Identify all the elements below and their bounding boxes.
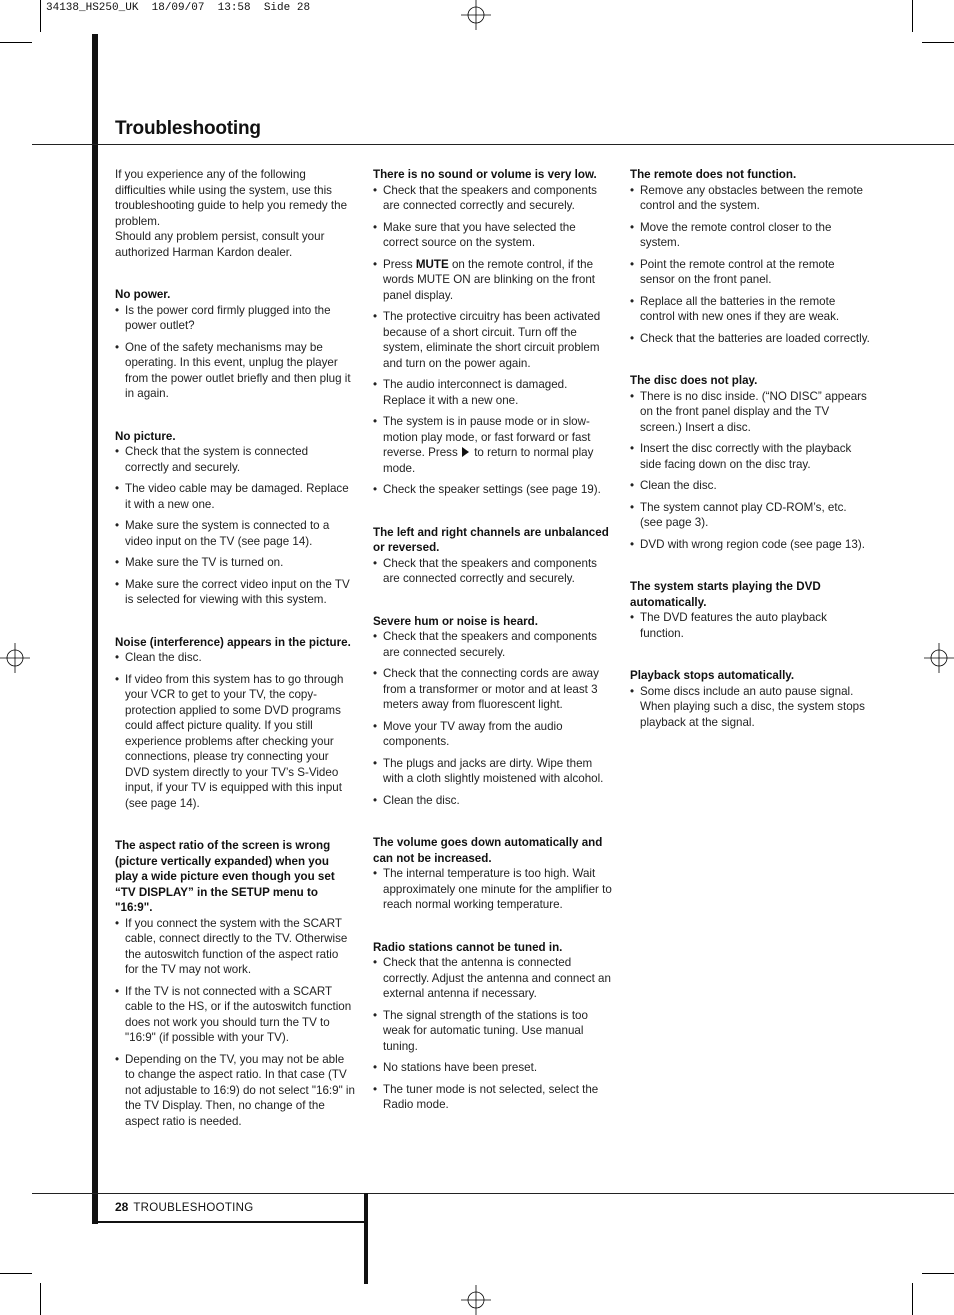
remedy-item: • Clean the disc. [630, 478, 870, 494]
crop-mark [0, 1273, 32, 1274]
column-2 [373, 167, 613, 1113]
mute-key-label: MUTE [415, 257, 449, 271]
remedy-item: • Remove any obstacles between the remote control and the system. [630, 183, 870, 214]
remedy-item: • The tuner mode is not selected, select the Radio mode. [373, 1082, 613, 1113]
remedy-item: • Check that the antenna is connected correctly. Adjust the antenna and connect an external antenna if necessary. [373, 955, 613, 1002]
remedy-text: The system is in pause mode or in slow-motion play mode, or fast forward or fast reverse. Press [383, 415, 591, 459]
remedy-list [373, 183, 613, 498]
page-spine-bar [92, 34, 98, 1224]
remedy-list [373, 629, 613, 808]
remedy-list [115, 444, 355, 608]
section-heading: No picture. [115, 429, 176, 443]
troubleshooting-section [630, 373, 870, 552]
troubleshooting-section [115, 429, 355, 608]
crop-mark [0, 42, 32, 43]
page-title: Troubleshooting [115, 118, 261, 139]
remedy-item: • Check the speaker settings (see page 19). [373, 482, 613, 498]
remedy-item: • The protective circuitry has been activated because of a short circuit. Turn off the system, eliminate the short circuit problem and turn on the power again. [373, 309, 613, 371]
remedy-item: • One of the safety mechanisms may be operating. In this event, unplug the player from the power outlet briefly and then plug it in again. [115, 340, 355, 402]
remedy-text: on the remote control, if the words MUTE ON are blinking on the front panel display. [383, 257, 595, 302]
remedy-item: • Is the power cord firmly plugged into the power outlet? [115, 303, 355, 334]
troubleshooting-section [630, 579, 870, 641]
remedy-list [630, 389, 870, 553]
crop-mark [922, 42, 954, 43]
remedy-item: • Some discs include an auto pause signal. When playing such a disc, the system stops playback at the signal. [630, 684, 870, 731]
remedy-item: • Check that the connecting cords are away from a transformer or motor and at least 3 meters away from fluorescent light. [373, 666, 613, 713]
troubleshooting-section [373, 940, 613, 1113]
section-heading: The system starts playing the DVD automatically. [630, 580, 821, 609]
remedy-item: • The video cable may be damaged. Replace it with a new one. [115, 481, 355, 512]
section-heading: Playback stops automatically. [630, 669, 795, 682]
remedy-list [115, 916, 355, 1130]
troubleshooting-section [115, 635, 355, 812]
remedy-item: • Make sure the system is connected to a video input on the TV (see page 14). [115, 518, 355, 549]
remedy-list [630, 684, 870, 731]
remedy-item [373, 414, 613, 476]
crop-mark [912, 0, 913, 32]
play-icon [462, 447, 469, 457]
remedy-item: • Make sure that you have selected the correct source on the system. [373, 220, 613, 251]
remedy-list [373, 556, 613, 587]
remedy-item: • Check that the speakers and components are connected correctly and securely. [373, 556, 613, 587]
troubleshooting-section [373, 614, 613, 809]
page-number: 28 [115, 1200, 129, 1214]
remedy-list [630, 610, 870, 641]
remedy-item: • Depending on the TV, you may not be able to change the aspect ratio. In that case (TV not adjustable to 16:9) do not select "16:9" in the TV Display. Then, no change of the aspect ratio is needed. [115, 1052, 355, 1130]
remedy-list [373, 866, 613, 913]
troubleshooting-section [115, 287, 355, 402]
remedy-item: • Check that the speakers and components are connected correctly and securely. [373, 183, 613, 214]
remedy-text: Press [383, 257, 416, 271]
remedy-item: • Check that the batteries are loaded correctly. [630, 331, 870, 347]
remedy-item: • The DVD features the auto playback function. [630, 610, 870, 641]
remedy-item: • Clean the disc. [373, 793, 613, 809]
column-3 [630, 167, 870, 730]
remedy-item: • There is no disc inside. (“NO DISC” appears on the front panel display and the TV screen.) Insert a disc. [630, 389, 870, 436]
troubleshooting-section [630, 167, 870, 346]
remedy-item: • Move your TV away from the audio components. [373, 719, 613, 750]
remedy-item: • The audio interconnect is damaged. Replace it with a new one. [373, 377, 613, 408]
section-heading: The aspect ratio of the screen is wrong (picture vertically expanded) when you play a wide picture even though you set “TV DISPLAY” in the SETUP menu to "16:9". [115, 839, 335, 914]
remedy-item: • Make sure the correct video input on the TV is selected for viewing with this system. [115, 577, 355, 608]
remedy-list [115, 650, 355, 811]
remedy-text: to return to normal play mode. [383, 446, 594, 475]
remedy-item: • The internal temperature is too high. Wait approximately one minute for the amplifier to reach normal working temperature. [373, 866, 613, 913]
section-heading: The remote does not function. [630, 168, 797, 181]
remedy-item: • The signal strength of the stations is too weak for automatic tuning. Use manual tuning. [373, 1008, 613, 1055]
remedy-item: • Check that the system is connected correctly and securely. [115, 444, 355, 475]
remedy-item: • Point the remote control at the remote sensor on the front panel. [630, 257, 870, 288]
remedy-item: • Move the remote control closer to the system. [630, 220, 870, 251]
remedy-item: • The plugs and jacks are dirty. Wipe them with a cloth slightly moistened with alcohol. [373, 756, 613, 787]
section-heading: There is no sound or volume is very low. [373, 168, 597, 181]
troubleshooting-section [115, 838, 355, 1129]
crop-mark [912, 1283, 913, 1315]
remedy-item: • Make sure the TV is turned on. [115, 555, 355, 571]
footer-rule [32, 1193, 954, 1194]
section-heading: Radio stations cannot be tuned in. [373, 940, 563, 954]
registration-mark-icon [461, 0, 491, 30]
troubleshooting-section [630, 668, 870, 730]
column-1 [115, 167, 355, 1129]
intro-text [115, 167, 355, 260]
registration-mark-icon [924, 643, 954, 673]
section-heading: The disc does not play. [630, 374, 758, 387]
remedy-list [115, 303, 355, 402]
page-footer [115, 1200, 254, 1214]
remedy-item: • DVD with wrong region code (see page 13). [630, 537, 870, 553]
crop-mark [922, 1273, 954, 1274]
footer-section-label: TROUBLESHOOTING [133, 1202, 254, 1214]
remedy-item: • If video from this system has to go through your VCR to get to your TV, the copy-protection applied to some DVD programs could affect picture quality. If you still experience problems after checking your connections, please try connecting your DVD system directly to your TV’s S-Video input, if your TV is equipped with this input (see page 14). [115, 672, 355, 812]
header-rule [32, 144, 954, 145]
remedy-item [373, 257, 613, 304]
remedy-item: • Replace all the batteries in the remote control with new ones if they are weak. [630, 294, 870, 325]
remedy-item: • The system cannot play CD-ROM’s, etc. (see page 3). [630, 500, 870, 531]
section-heading: No power. [115, 288, 171, 301]
section-heading: Severe hum or noise is heard. [373, 614, 538, 628]
remedy-item: • Insert the disc correctly with the playback side facing down on the disc tray. [630, 441, 870, 472]
remedy-item: • Clean the disc. [115, 650, 355, 666]
troubleshooting-section [373, 167, 613, 498]
registration-mark-icon [0, 643, 30, 673]
footer-stem-bar [364, 1193, 368, 1284]
intro-paragraph: Should any problem persist, consult your authorized Harman Kardon dealer. [115, 230, 325, 259]
remedy-list [373, 955, 613, 1113]
intro-paragraph: If you experience any of the following difficulties while using the system, use this troubleshooting guide to help you remedy the problem. [115, 168, 348, 228]
remedy-list [630, 183, 870, 347]
registration-mark-icon [461, 1285, 491, 1315]
crop-mark [40, 1283, 41, 1315]
crop-mark [40, 0, 41, 32]
section-heading: The volume goes down automatically and can not be increased. [373, 836, 603, 865]
print-slug: 34138_HS250_UK 18/09/07 13:58 Side 28 [46, 2, 311, 14]
footer-underline [92, 1221, 366, 1223]
section-heading: The left and right channels are unbalanced or reversed. [373, 525, 609, 554]
remedy-item: • No stations have been preset. [373, 1060, 613, 1076]
section-heading: Noise (interference) appears in the picture. [115, 635, 351, 649]
troubleshooting-section [373, 525, 613, 587]
remedy-item: • Check that the speakers and components are connected securely. [373, 629, 613, 660]
remedy-item: • If the TV is not connected with a SCART cable to the HS, or if the autoswitch function does not work you should turn the TV to "16:9" (if possible with your TV). [115, 984, 355, 1046]
remedy-item: • If you connect the system with the SCART cable, connect directly to the TV. Otherwise the autoswitch function of the aspect ratio for the TV may not work. [115, 916, 355, 978]
troubleshooting-section [373, 835, 613, 913]
